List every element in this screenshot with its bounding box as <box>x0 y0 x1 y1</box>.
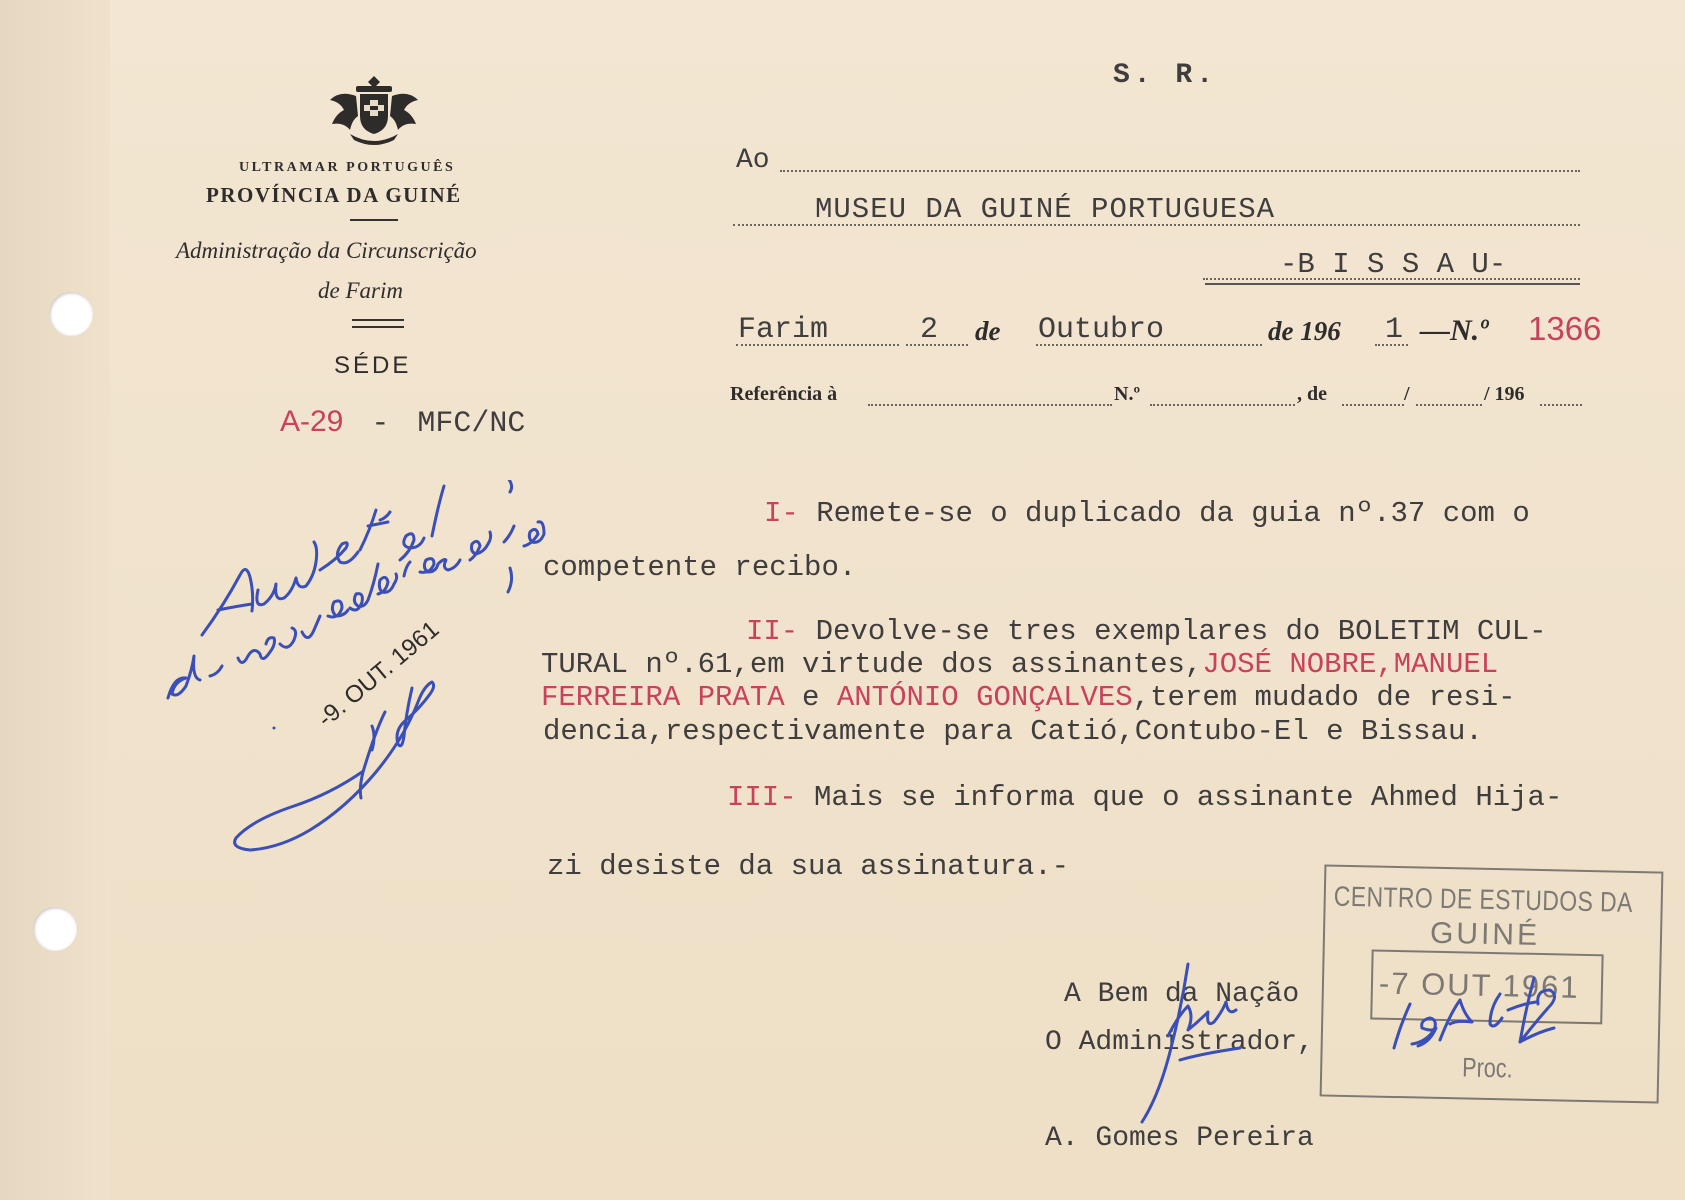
header-farim: de Farim <box>318 278 403 303</box>
referencia-n-label: N.º <box>1114 383 1141 405</box>
dotted-line-ao <box>780 170 1580 172</box>
closing-salutation: A Bem da Nação <box>1064 979 1300 1010</box>
paragraph-2-conjunction: e <box>784 681 837 714</box>
header-administracao: Administração da Circunscrição <box>176 238 477 263</box>
paragraph-3-text-1: Mais se informa que o assinante Ahmed Hija- <box>814 781 1563 814</box>
dotted-line-addressee <box>733 224 1580 226</box>
city-underline <box>1205 283 1580 285</box>
date-month: Outubro <box>1038 313 1165 347</box>
sede-label: SÉDE <box>334 352 412 379</box>
referencia-de: , de <box>1297 383 1327 405</box>
paragraph-1-text-1: Remete-se o duplicado da guia nº.37 com o <box>816 497 1530 530</box>
numero-label: —N.º <box>1420 314 1489 347</box>
closing-title: O Administrador, <box>1045 1027 1314 1058</box>
paragraph-2-line-2 <box>541 648 1498 681</box>
city: -B I S S A U- <box>1280 248 1507 281</box>
paragraph-2-line-1 <box>746 615 1547 648</box>
dotted-day <box>906 344 968 346</box>
dotted-year-ref <box>1540 404 1582 406</box>
paragraph-2-text-1: Devolve-se tres exemplares do BOLETIM CUL- <box>815 615 1547 648</box>
punch-hole-top <box>49 292 93 336</box>
subscriber-names-2: FERREIRA PRATA <box>541 681 785 714</box>
divider-double-2 <box>352 326 404 328</box>
handwritten-annotation-left <box>150 480 590 880</box>
ao-label: Ao <box>736 145 770 176</box>
paragraph-1-line-1 <box>764 497 1530 530</box>
date-year-digit: 1 <box>1385 313 1404 347</box>
date-year-prefix: de 196 <box>1268 316 1341 346</box>
reference-code: A-29 <box>280 405 344 438</box>
reference-dash: - <box>371 407 390 441</box>
paragraph-2-line-4: dencia,respectivamente para Catió,Contubo-El e Bissau. <box>543 715 1483 748</box>
sr-mark: S. R. <box>1113 60 1218 91</box>
date-day: 2 <box>920 313 939 347</box>
numero-value: 1366 <box>1528 310 1602 347</box>
paragraph-1-number: I- <box>764 497 799 530</box>
dotted-line-city <box>1203 278 1580 280</box>
paragraph-3-line-1 <box>727 781 1562 814</box>
reference-line <box>280 405 525 441</box>
paragraph-3-line-2: zi desiste da sua assinatura.- <box>547 850 1070 883</box>
header-provincia: PROVÍNCIA DA GUINÉ <box>206 183 462 207</box>
dotted-n <box>1150 404 1295 406</box>
punch-hole-bottom <box>33 907 77 951</box>
stamp-proc-label: Proc. <box>1461 1052 1513 1084</box>
date-de: de <box>975 316 1001 346</box>
referencia-slash: / <box>1404 383 1410 405</box>
stamp-institution: CENTRO DE ESTUDOS DA <box>1333 880 1634 918</box>
paragraph-2-text-3: ,terem mudado de resi- <box>1132 681 1516 714</box>
referencia-label: Referência à <box>730 383 838 405</box>
paper-edge <box>0 0 110 1200</box>
referencia-year: / 196 <box>1484 383 1525 405</box>
divider-short <box>350 219 398 221</box>
dotted-referencia <box>868 404 1112 406</box>
date-place: Farim <box>738 313 829 347</box>
header-ultramar: ULTRAMAR PORTUGUÊS <box>239 160 456 175</box>
paragraph-3-number: III- <box>727 781 797 814</box>
received-date-stamp: -9. OUT. 1961 <box>312 615 445 733</box>
dotted-year <box>1375 344 1408 346</box>
subscriber-names-3: ANTÓNIO GONÇALVES <box>836 681 1133 714</box>
reference-initials: MFC/NC <box>417 407 526 441</box>
divider-double-1 <box>352 319 404 321</box>
paragraph-2-line-3 <box>541 681 1516 714</box>
coat-of-arms-icon <box>326 72 422 146</box>
dotted-day-ref <box>1342 404 1404 406</box>
handwritten-signature-and-process <box>1110 960 1580 1130</box>
stamp-date: -7 OUT 1961 <box>1378 965 1580 1005</box>
addressee: MUSEU DA GUINÉ PORTUGUESA <box>815 193 1276 226</box>
paragraph-1-line-2: competente recibo. <box>543 551 857 584</box>
paragraph-2-text-2: TURAL nº.61,em virtude dos assinantes, <box>541 648 1203 681</box>
stamp-guine: GUINÉ <box>1429 916 1541 953</box>
dotted-month <box>1036 344 1262 346</box>
dotted-place <box>736 344 899 346</box>
paragraph-2-number: II- <box>746 615 799 648</box>
closing-name: A. Gomes Pereira <box>1045 1123 1314 1154</box>
dotted-month-ref <box>1416 404 1482 406</box>
subscriber-names-1: JOSÉ NOBRE,MANUEL <box>1202 648 1499 681</box>
